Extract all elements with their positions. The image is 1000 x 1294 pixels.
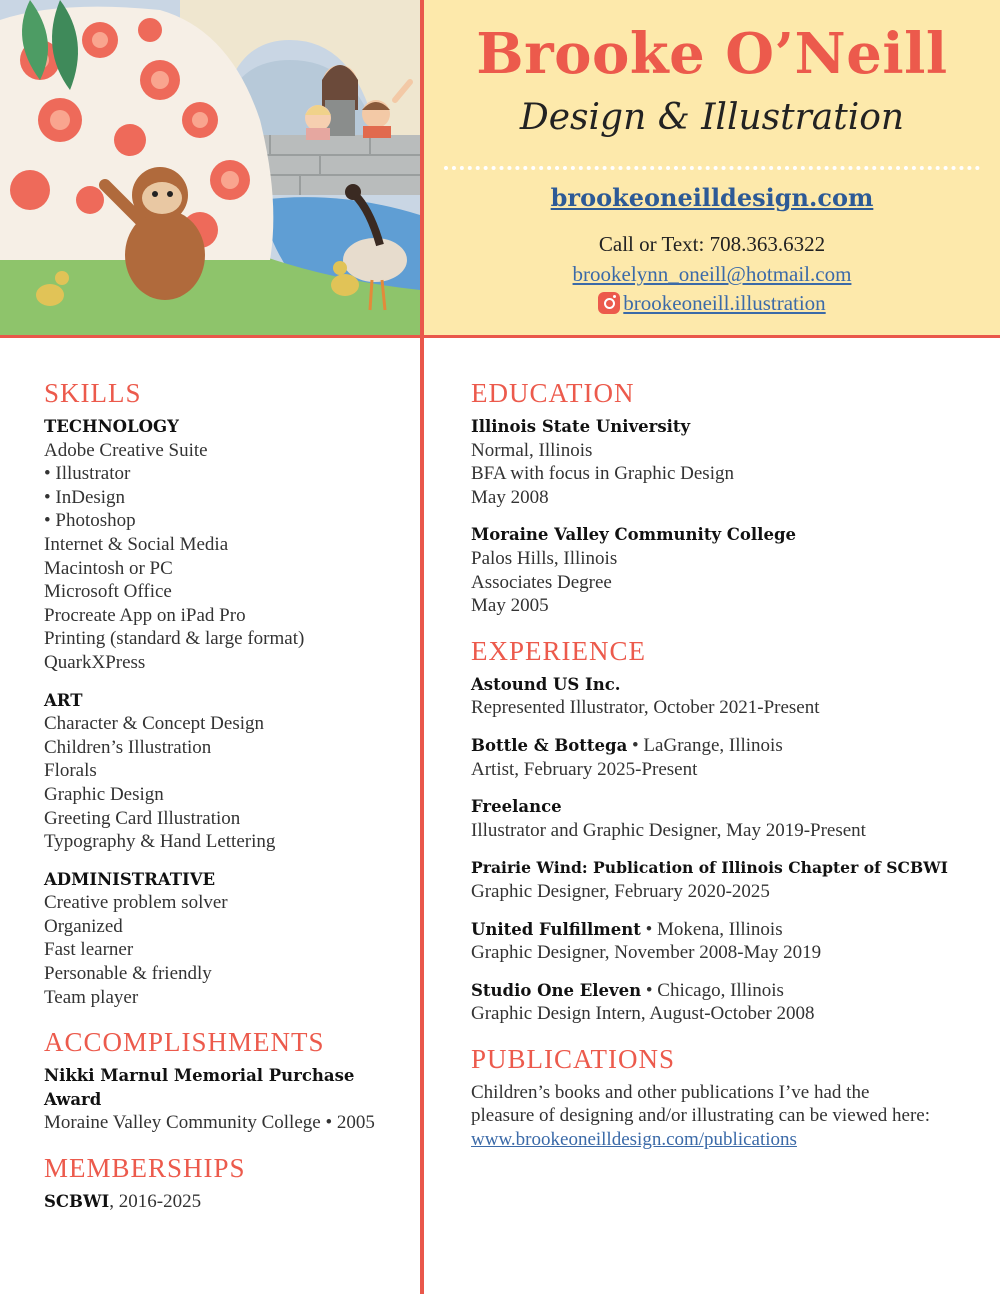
skill-item: QuarkXPress bbox=[44, 651, 146, 673]
contact-header bbox=[424, 0, 1000, 337]
phone-number: Call or Text: 708.363.6322 bbox=[598, 232, 826, 256]
skill-item: Character & Concept Design bbox=[44, 713, 265, 735]
skill-item: • Photoshop bbox=[44, 510, 136, 532]
skill-item: Microsoft Office bbox=[44, 581, 172, 603]
job-role: Graphic Designer, February 2020-2025 bbox=[471, 880, 770, 902]
email-link[interactable]: brookelynn_oneill@hotmail.com bbox=[572, 262, 852, 286]
job-entry bbox=[471, 673, 971, 720]
award-detail: Moraine Valley Community College • 2005 bbox=[44, 1112, 375, 1134]
education-title: EDUCATION bbox=[471, 378, 635, 408]
school-detail: May 2005 bbox=[471, 595, 549, 617]
school-entry bbox=[471, 415, 971, 509]
skill-item: Printing (standard & large format) bbox=[44, 628, 305, 650]
experience-section bbox=[471, 635, 971, 1026]
experience-title: EXPERIENCE bbox=[471, 635, 646, 666]
skill-item: Organized bbox=[44, 915, 123, 937]
skill-item: Greeting Card Illustration bbox=[44, 807, 241, 829]
website-link[interactable]: brookeoneilldesign.com bbox=[550, 183, 874, 212]
school-entry bbox=[471, 523, 971, 617]
publications-title: PUBLICATIONS bbox=[471, 1043, 676, 1074]
school-detail: Associates Degree bbox=[471, 571, 612, 593]
art-group bbox=[44, 689, 414, 854]
sloth-painting-illustration bbox=[0, 0, 420, 337]
administrative-group bbox=[44, 868, 414, 1010]
left-column bbox=[44, 380, 414, 1214]
job-role: Represented Illustrator, October 2021-Present bbox=[471, 697, 820, 719]
instagram-icon bbox=[598, 292, 620, 314]
job-company: Astound US Inc. bbox=[471, 674, 621, 694]
job-company: Prairie Wind: Publication of Illinois Chapter of SCBWI bbox=[471, 858, 948, 878]
header-illustration bbox=[0, 0, 420, 337]
skill-item: Internet & Social Media bbox=[44, 533, 229, 555]
school-name: Moraine Valley Community College bbox=[471, 525, 796, 545]
job-company: United Fulfillment • Mokena, Illinois bbox=[471, 918, 783, 940]
technology-group bbox=[44, 415, 414, 675]
resume-name: Brooke O’Neill bbox=[476, 21, 948, 87]
memberships-section bbox=[44, 1155, 414, 1214]
award-name: Nikki Marnul Memorial Purchase Award bbox=[44, 1066, 355, 1109]
job-role: Graphic Designer, November 2008-May 2019 bbox=[471, 942, 822, 964]
membership-org: SCBWI bbox=[44, 1192, 110, 1212]
skill-item: Typography & Hand Lettering bbox=[44, 831, 276, 853]
job-company: Studio One Eleven • Chicago, Illinois bbox=[471, 979, 784, 1001]
memberships-title: MEMBERSHIPS bbox=[44, 1153, 246, 1184]
membership-years: , 2016-2025 bbox=[109, 1191, 202, 1213]
job-role: Artist, February 2025-Present bbox=[471, 758, 698, 780]
skill-item: Creative problem solver bbox=[44, 892, 228, 914]
accomplishments-title: ACCOMPLISHMENTS bbox=[44, 1027, 325, 1058]
skill-item: Macintosh or PC bbox=[44, 557, 173, 579]
publications-text: Children’s books and other publications I’ve had the pleasure of designing and/or illustrating can be viewed here: bbox=[471, 1081, 931, 1127]
skill-item: Procreate App on iPad Pro bbox=[44, 604, 246, 626]
skill-item: Personable & friendly bbox=[44, 963, 212, 985]
technology-heading: TECHNOLOGY bbox=[44, 417, 179, 436]
school-detail: Palos Hills, Illinois bbox=[471, 547, 618, 569]
skill-item: • InDesign bbox=[44, 486, 126, 508]
accomplishments-section bbox=[44, 1029, 414, 1135]
school-detail: May 2008 bbox=[471, 486, 549, 508]
skill-item: Fast learner bbox=[44, 939, 134, 961]
art-heading: ART bbox=[44, 690, 83, 710]
skills-section bbox=[44, 380, 414, 1009]
skill-item: Adobe Creative Suite bbox=[44, 439, 208, 461]
job-company: Bottle & Bottega • LaGrange, Illinois bbox=[471, 734, 783, 756]
job-entry bbox=[471, 856, 971, 903]
instagram-row bbox=[424, 292, 1000, 314]
skill-item: Children’s Illustration bbox=[44, 736, 212, 758]
school-detail: BFA with focus in Graphic Design bbox=[471, 463, 734, 485]
instagram-link[interactable]: brookeoneill.illustration bbox=[623, 291, 826, 315]
skill-item: • Illustrator bbox=[44, 463, 131, 485]
job-entry bbox=[471, 918, 971, 965]
job-company: Freelance bbox=[471, 797, 562, 817]
publications-link[interactable]: www.brookeoneilldesign.com/publications bbox=[471, 1129, 797, 1151]
skill-item: Team player bbox=[44, 986, 139, 1008]
administrative-heading: ADMINISTRATIVE bbox=[44, 869, 216, 889]
membership-line bbox=[44, 1190, 414, 1214]
skills-title: SKILLS bbox=[44, 378, 142, 408]
job-entry bbox=[471, 979, 971, 1026]
school-detail: Normal, Illinois bbox=[471, 439, 593, 461]
skill-item: Graphic Design bbox=[44, 783, 164, 805]
skill-item: Florals bbox=[44, 760, 97, 782]
horizontal-divider bbox=[0, 335, 1000, 338]
right-column bbox=[471, 380, 971, 1152]
job-role: Graphic Design Intern, August-October 2008 bbox=[471, 1003, 815, 1025]
school-name: Illinois State University bbox=[471, 417, 691, 436]
dotted-divider bbox=[444, 166, 980, 170]
education-section bbox=[471, 380, 971, 618]
job-role: Illustrator and Graphic Designer, May 2019-Present bbox=[471, 819, 866, 841]
job-entry bbox=[471, 795, 971, 842]
vertical-divider bbox=[420, 0, 424, 1294]
publications-section bbox=[471, 1043, 971, 1152]
resume-tagline: Design & Illustration bbox=[519, 97, 905, 138]
job-entry bbox=[471, 734, 971, 781]
